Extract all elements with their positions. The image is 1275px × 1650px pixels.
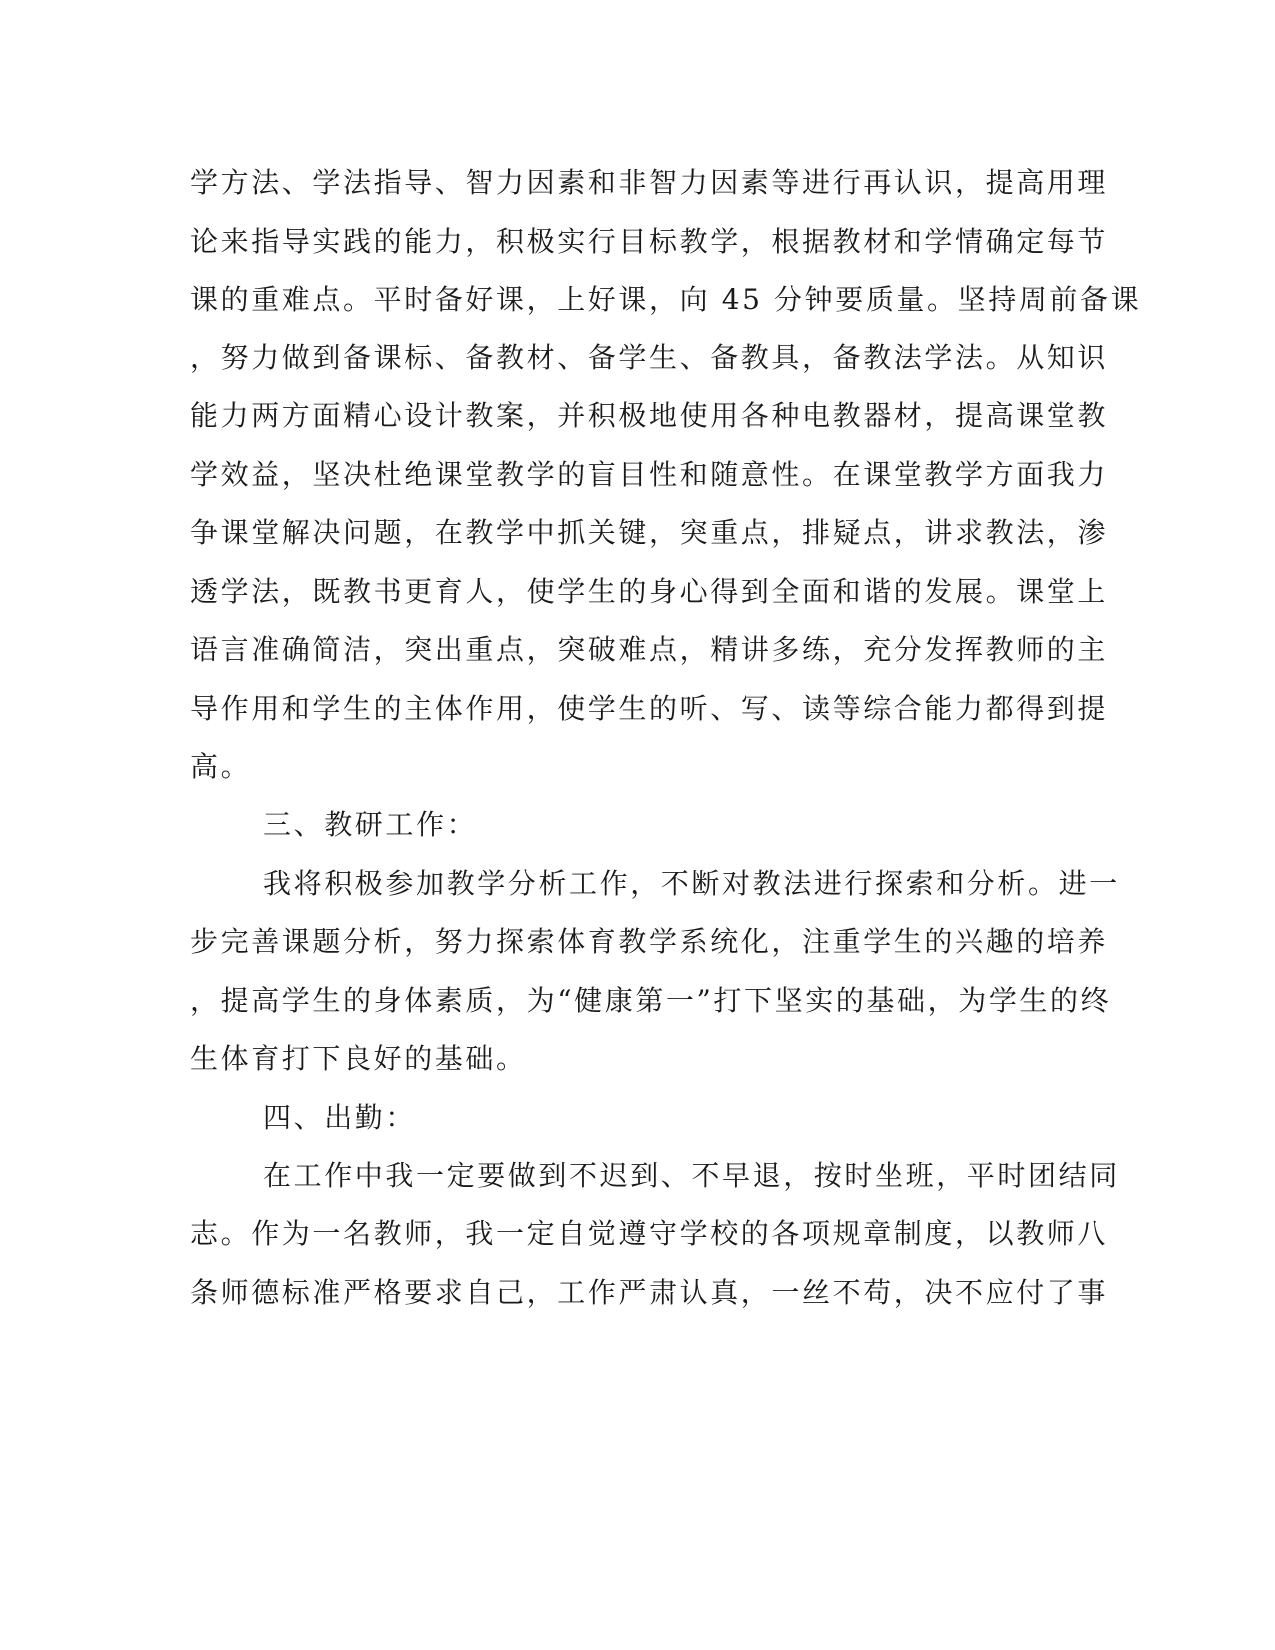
paragraph-line: 透学法，既教书更育人，使学生的身心得到全面和谐的发展。课堂上	[190, 575, 1109, 608]
paragraph-line: 导作用和学生的主体作用，使学生的听、写、读等综合能力都得到提	[190, 692, 1109, 725]
paragraph-line: 步完善课题分析，努力探索体育教学系统化，注重学生的兴趣的培养	[190, 925, 1109, 958]
paragraph-line: 高。	[190, 750, 252, 783]
paragraph-line: ，努力做到备课标、备教材、备学生、备教具，备教法学法。从知识	[190, 341, 1109, 374]
paragraph-line: 学效益，坚决杜绝课堂教学的盲目性和随意性。在课堂教学方面我力	[190, 458, 1109, 491]
paragraph-line: 课的重难点。平时备好课，上好课，向 45 分钟要质量。坚持周前备课	[190, 283, 1142, 316]
paragraph-line: 生体育打下良好的基础。	[190, 1042, 527, 1075]
section-heading: 四、出勤：	[263, 1101, 417, 1134]
paragraph-line: 学方法、学法指导、智力因素和非智力因素等进行再认识，提高用理	[190, 166, 1109, 199]
paragraph-line: 论来指导实践的能力，积极实行目标教学，根据教材和学情确定每节	[190, 225, 1109, 258]
paragraph-line: 能力两方面精心设计教案，并积极地使用各种电教器材，提高课堂教	[190, 399, 1109, 432]
paragraph-line: 志。作为一名教师，我一定自觉遵守学校的各项规章制度，以教师八	[190, 1217, 1109, 1250]
paragraph-line: 语言准确简洁，突出重点，突破难点，精讲多练，充分发挥教师的主	[190, 633, 1109, 666]
paragraph-line: 争课堂解决问题，在教学中抓关键，突重点，排疑点，讲求教法，渗	[190, 516, 1109, 549]
paragraph-line: 在工作中我一定要做到不迟到、不早退，按时坐班，平时团结同	[263, 1159, 1120, 1192]
paragraph-line: 条师德标准严格要求自己，工作严肃认真，一丝不苟，决不应付了事	[190, 1276, 1109, 1309]
section-heading: 三、教研工作：	[263, 808, 478, 841]
paragraph-line: ，提高学生的身体素质，为“健康第一”打下坚实的基础，为学生的终	[190, 984, 1112, 1017]
paragraph-line: 我将积极参加教学分析工作，不断对教法进行探索和分析。进一	[263, 867, 1120, 900]
